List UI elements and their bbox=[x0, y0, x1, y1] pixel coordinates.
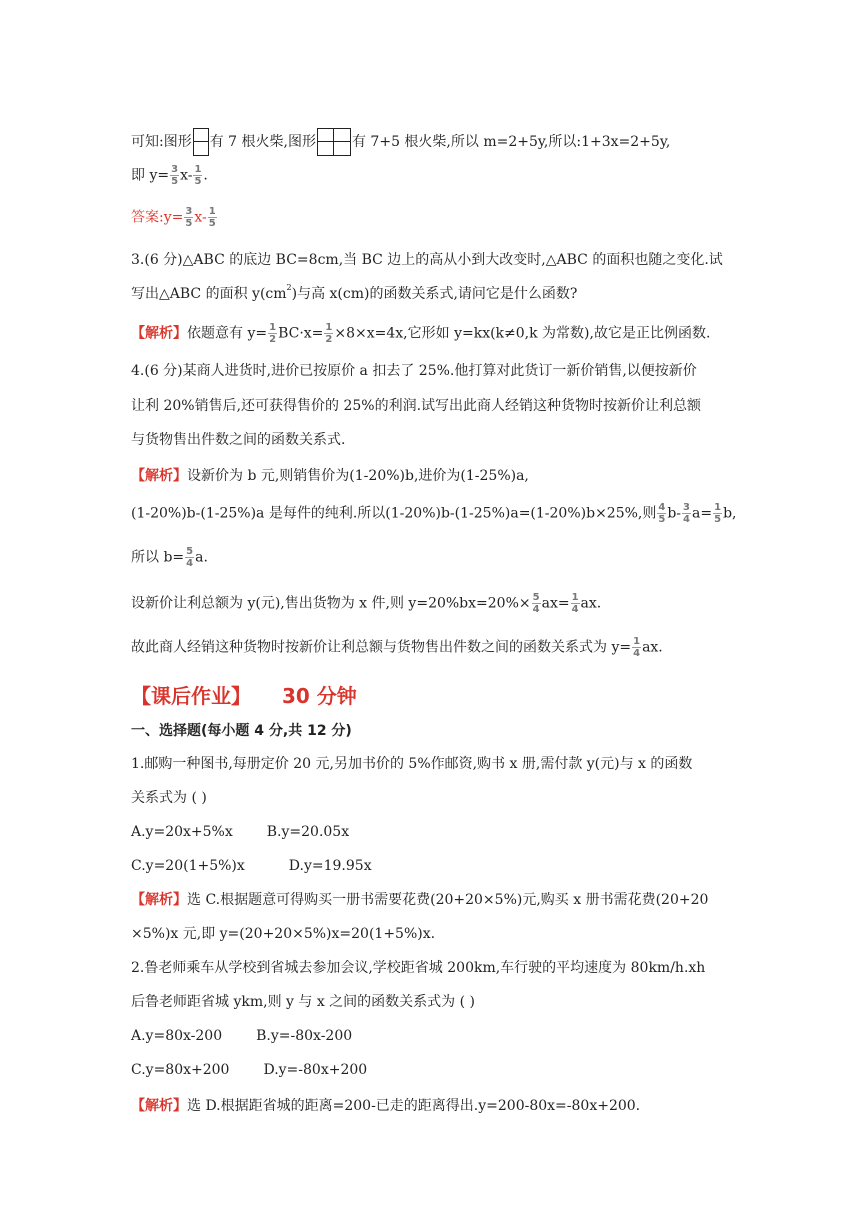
text: ax. bbox=[642, 639, 663, 656]
option-c: C.y=80x+200 bbox=[131, 1062, 230, 1078]
fraction bbox=[184, 206, 193, 229]
text: y= bbox=[163, 209, 184, 226]
analysis-line bbox=[131, 1096, 640, 1116]
denominator: 5 bbox=[185, 218, 193, 229]
text: 有 7+5 根火柴,所以 m=2+5y,所以:1+3x=2+5y, bbox=[351, 134, 671, 150]
choice-q2-line: 后鲁老师距省城 ykm,则 y 与 x 之间的函数关系式为 ( ) bbox=[131, 994, 475, 1010]
analysis-line bbox=[131, 466, 529, 486]
choice-q2-line: 2.鲁老师乘车从学校到省城去参加会议,学校距省城 200km,车行驶的平均速度为 80km/h.xh bbox=[131, 960, 706, 976]
numerator: 3 bbox=[171, 164, 179, 175]
denominator: 5 bbox=[194, 176, 202, 187]
numerator: 5 bbox=[532, 592, 540, 603]
text: b- bbox=[667, 505, 682, 522]
numerator: 1 bbox=[571, 592, 579, 603]
fraction bbox=[324, 322, 333, 345]
homework-title: 【课后作业】 bbox=[131, 684, 251, 708]
fraction bbox=[268, 322, 277, 345]
analysis-line bbox=[131, 636, 663, 659]
fraction bbox=[185, 546, 194, 569]
question-4-line: 4.(6 分)某商人进货时,进价已按原价 a 扣去了 25%.他打算对此货订一新价销售,以便按新价 bbox=[131, 363, 697, 379]
numerator: 1 bbox=[633, 636, 641, 647]
question-4-line: 让利 20%销售后,还可获得售价的 25%的利润.试写出此商人经销这种货物时按新价让利总额 bbox=[131, 398, 702, 414]
numerator: 1 bbox=[269, 322, 277, 333]
homework-time: 30 分钟 bbox=[281, 684, 357, 708]
text: 写出△ABC 的面积 y(cm bbox=[131, 286, 287, 302]
text-line bbox=[131, 164, 208, 187]
fraction bbox=[193, 164, 202, 187]
analysis-tag: 【解析】 bbox=[131, 325, 187, 342]
numerator: 4 bbox=[658, 502, 666, 513]
matchstick-figure-2 bbox=[317, 128, 351, 156]
analysis-tag: 【解析】 bbox=[131, 892, 187, 908]
text: 故此商人经销这种货物时按新价让利总额与货物售出件数之间的函数关系式为 y= bbox=[131, 639, 632, 656]
text: . bbox=[203, 167, 208, 184]
numerator: 5 bbox=[186, 546, 194, 557]
fraction bbox=[657, 502, 666, 525]
text: x- bbox=[180, 167, 193, 184]
numerator: 3 bbox=[683, 502, 691, 513]
choice-q2-options bbox=[131, 1060, 367, 1080]
fraction bbox=[170, 164, 179, 187]
text: ax= bbox=[541, 595, 570, 612]
denominator: 4 bbox=[186, 558, 194, 569]
denominator: 4 bbox=[683, 514, 691, 525]
analysis-line bbox=[131, 592, 601, 615]
text: b, bbox=[723, 505, 737, 522]
text: 选 D.根据距省城的距离=200-已走的距离得出.y=200-80x=-80x+200. bbox=[187, 1098, 641, 1114]
numerator: 1 bbox=[194, 164, 202, 175]
fraction bbox=[682, 502, 691, 525]
choice-q1-options bbox=[131, 856, 372, 876]
text-line bbox=[131, 128, 670, 156]
text: (1-20%)b-(1-25%)a 是每件的纯利.所以(1-20%)b-(1-25%)a=(1-20%)b×25%,则 bbox=[131, 505, 657, 522]
matchstick-figure-1 bbox=[193, 128, 209, 156]
numerator: 1 bbox=[325, 322, 333, 333]
denominator: 4 bbox=[532, 604, 540, 615]
numerator: 1 bbox=[208, 206, 216, 217]
text: ax. bbox=[580, 595, 602, 612]
analysis-line bbox=[131, 502, 736, 525]
analysis-tag: 【解析】 bbox=[131, 1098, 187, 1114]
denominator: 5 bbox=[208, 218, 216, 229]
text: 选 C.根据题意可得购买一册书需要花费(20+20×5%)元,购买 x 册书需花费(20+20 bbox=[187, 892, 709, 908]
answer-label: 答案: bbox=[131, 209, 164, 226]
question-3-line bbox=[131, 284, 577, 304]
answer-line bbox=[131, 206, 218, 229]
option-d: D.y=-80x+200 bbox=[263, 1062, 368, 1078]
choice-q2-options bbox=[131, 1026, 352, 1046]
choice-q1-line: 关系式为 ( ) bbox=[131, 790, 207, 806]
fraction bbox=[208, 206, 217, 229]
denominator: 5 bbox=[658, 514, 666, 525]
fraction bbox=[632, 636, 641, 659]
analysis-line: ×5%)x 元,即 y=(20+20×5%)x=20(1+5%)x. bbox=[131, 926, 436, 942]
option-b: B.y=-80x-200 bbox=[256, 1028, 353, 1044]
analysis-line bbox=[131, 322, 710, 345]
text: 设新价让利总额为 y(元),售出货物为 x 件,则 y=20%bx=20%× bbox=[131, 595, 531, 612]
choice-section-heading: 一、选择题(每小题 4 分,共 12 分) bbox=[131, 723, 352, 739]
choice-q1-line: 1.邮购一种图书,每册定价 20 元,另加书价的 5%作邮资,购书 x 册,需付款 y(元)与 x 的函数 bbox=[131, 756, 693, 772]
denominator: 5 bbox=[171, 176, 179, 187]
text: a= bbox=[692, 505, 713, 522]
text: 所以 b= bbox=[131, 549, 185, 566]
text: a. bbox=[195, 549, 208, 566]
option-a: A.y=80x-200 bbox=[131, 1028, 223, 1044]
text: x- bbox=[194, 209, 207, 226]
text: 可知:图形 bbox=[131, 134, 192, 150]
denominator: 4 bbox=[633, 648, 641, 659]
text: 依题意有 y= bbox=[187, 325, 268, 342]
text: BC·x= bbox=[278, 325, 324, 342]
question-4-line: 与货物售出件数之间的函数关系式. bbox=[131, 432, 346, 448]
text: 即 y= bbox=[131, 167, 170, 184]
numerator: 3 bbox=[185, 206, 193, 217]
option-a: A.y=20x+5%x bbox=[131, 824, 233, 840]
denominator: 5 bbox=[714, 514, 722, 525]
option-b: B.y=20.05x bbox=[266, 824, 350, 840]
numerator: 1 bbox=[714, 502, 722, 513]
fraction bbox=[571, 592, 580, 615]
fraction bbox=[532, 592, 541, 615]
denominator: 2 bbox=[269, 334, 277, 345]
analysis-line bbox=[131, 546, 208, 569]
choice-q1-options bbox=[131, 822, 349, 842]
text: )与高 x(cm)的函数关系式,请问它是什么函数? bbox=[291, 286, 578, 302]
question-3-line: 3.(6 分)△ABC 的底边 BC=8cm,当 BC 边上的高从小到大改变时,△ABC 的面积也随之变化.试 bbox=[131, 252, 723, 268]
analysis-tag: 【解析】 bbox=[131, 468, 187, 484]
denominator: 4 bbox=[571, 604, 579, 615]
option-c: C.y=20(1+5%)x bbox=[131, 858, 245, 874]
superscript: 2 bbox=[286, 283, 292, 292]
text: ×8×x=4x,它形如 y=kx(k≠0,k 为常数),故它是正比例函数. bbox=[334, 325, 711, 342]
text: 有 7 根火柴,图形 bbox=[209, 134, 316, 150]
denominator: 2 bbox=[325, 334, 333, 345]
option-d: D.y=19.95x bbox=[288, 858, 372, 874]
text: 设新价为 b 元,则销售价为(1-20%)b,进价为(1-25%)a, bbox=[187, 468, 529, 484]
analysis-line bbox=[131, 890, 708, 910]
homework-heading bbox=[131, 680, 357, 709]
fraction bbox=[713, 502, 722, 525]
